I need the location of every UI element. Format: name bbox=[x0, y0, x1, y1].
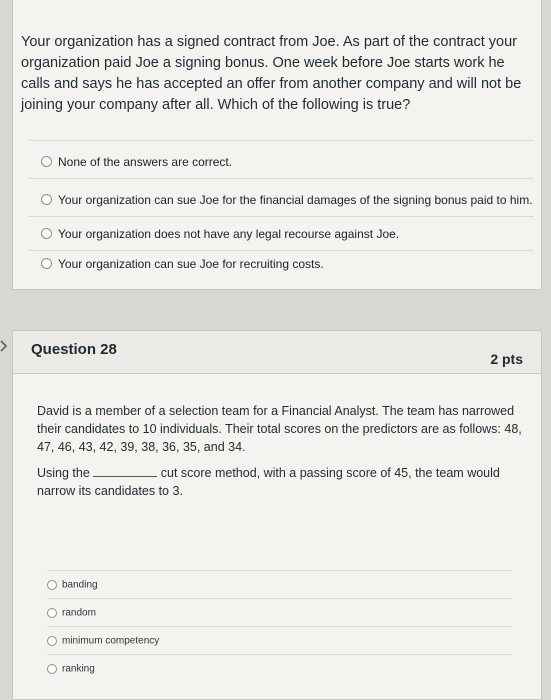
radio-icon[interactable] bbox=[47, 636, 57, 646]
question-flag-icon[interactable] bbox=[0, 340, 8, 352]
q28-option-ranking[interactable]: ranking bbox=[47, 654, 512, 677]
question-28-text: David is a member of a selection team for a Financial Analyst. The team has narrowed their candidates to 10 individuals. Their total scores on the predictors are as follows: 48, 47, 46, 43, 42, 39, 38, 36, 35, and 34. bbox=[37, 404, 522, 454]
radio-icon[interactable] bbox=[47, 608, 57, 618]
radio-icon[interactable] bbox=[41, 156, 52, 167]
radio-icon[interactable] bbox=[47, 664, 57, 674]
question-28-fill-in: Using the cut score method, with a passing score of 45, the team would narrow its candidates to 3. bbox=[37, 466, 500, 498]
question-title: Question 28 bbox=[31, 341, 117, 358]
radio-icon[interactable] bbox=[41, 228, 52, 239]
q27-option-1[interactable]: None of the answers are correct. bbox=[29, 140, 534, 177]
radio-icon[interactable] bbox=[41, 258, 52, 269]
q27-option-2[interactable]: Your organization can sue Joe for the financial damages of the signing bonus paid to him. bbox=[29, 178, 534, 217]
q28-option-random[interactable]: random bbox=[47, 598, 512, 621]
question-27-panel bbox=[12, 0, 542, 290]
q27-option-4[interactable]: Your organization can sue Joe for recruiting costs. bbox=[29, 250, 534, 287]
question-28-header bbox=[12, 330, 542, 374]
q28-option-banding[interactable]: banding bbox=[47, 570, 512, 593]
q27-option-3[interactable]: Your organization does not have any legal recourse against Joe. bbox=[29, 216, 534, 251]
radio-icon[interactable] bbox=[47, 580, 57, 590]
radio-icon[interactable] bbox=[41, 194, 52, 205]
question-28-panel bbox=[12, 374, 542, 700]
question-points: 2 pts bbox=[490, 351, 523, 367]
question-27-text: Your organization has a signed contract from Joe. As part of the contract your organization paid Joe a signing bonus. One week before Joe starts work he calls and says he has accepted an offer from another company and will not be joining your company after all. Which of the following is true? bbox=[21, 34, 522, 113]
blank-line bbox=[93, 476, 157, 477]
q28-option-minimum-competency[interactable]: minimum competency bbox=[47, 626, 512, 649]
